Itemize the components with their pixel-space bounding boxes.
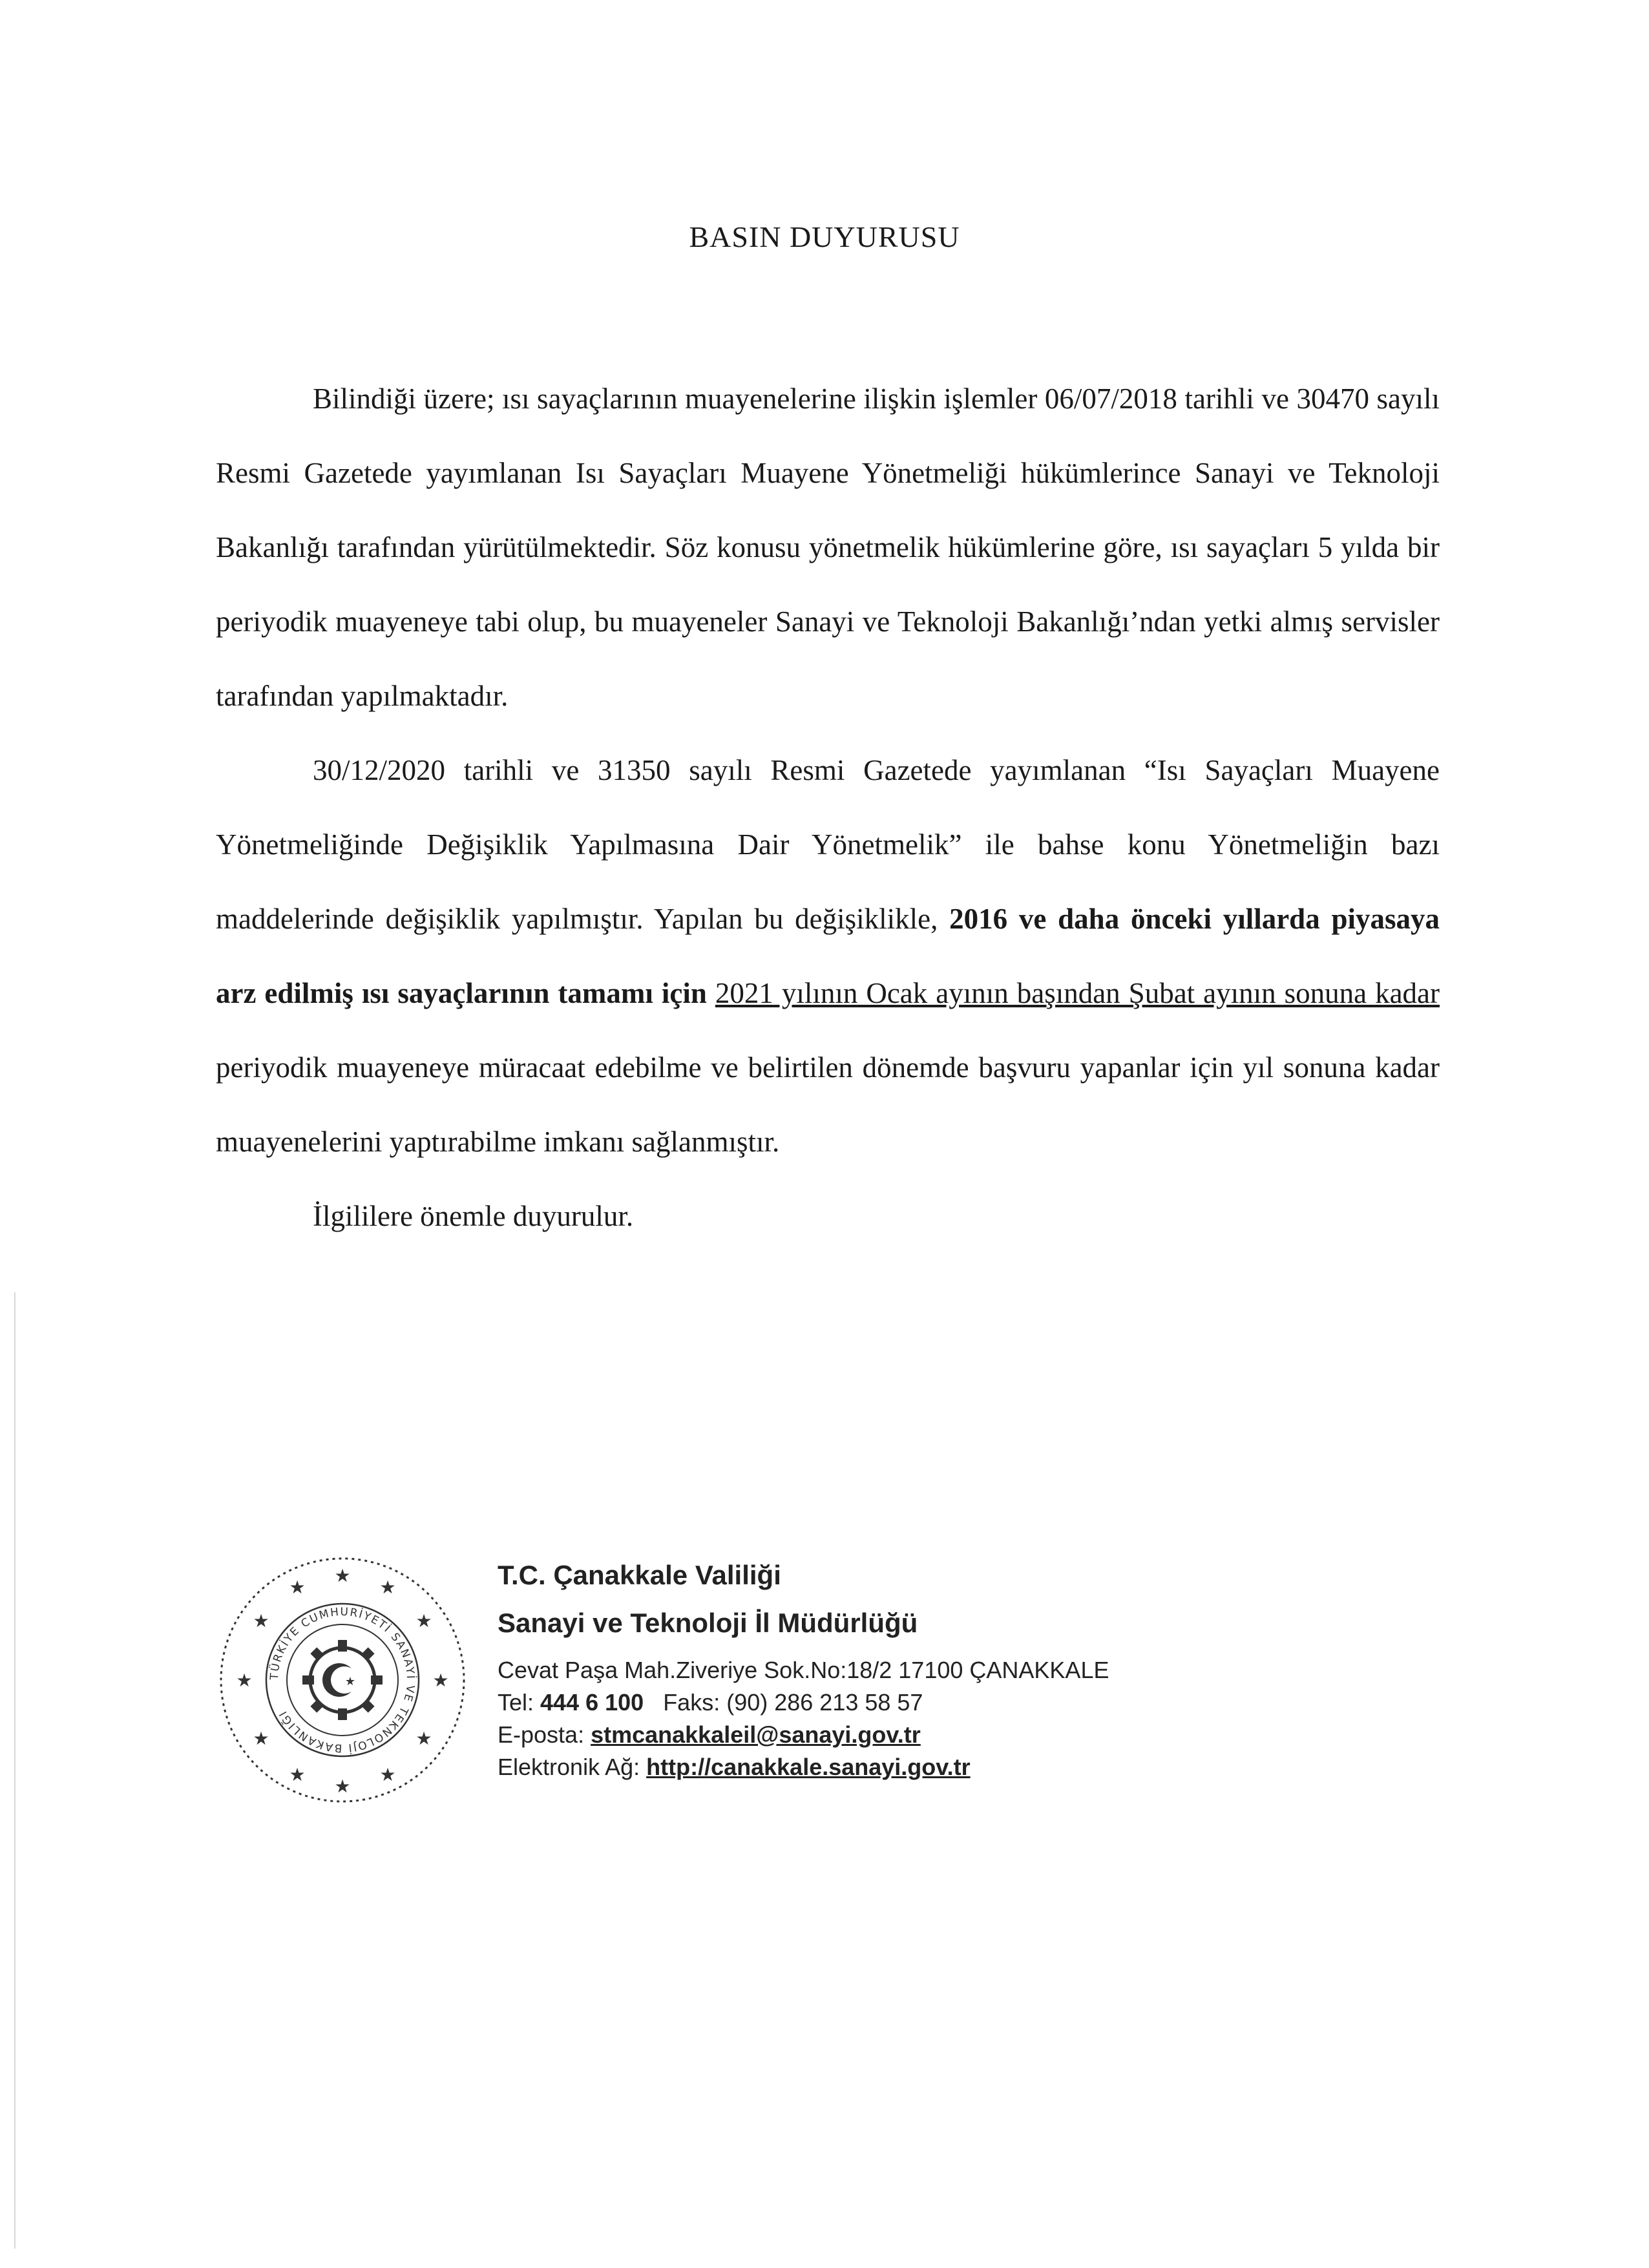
paragraph-2: [216, 733, 1440, 1179]
tel-value: 444 6 100: [540, 1689, 644, 1716]
contact-info: [498, 1654, 1109, 1783]
paragraph-2-intro: 30/12/2020 tarihli ve 31350 sayılı Resmi Gazetede yayımlanan “Isı Sayaçları Muayene Yönetmeliğinde Değişiklik Yapılmasına Dair Yönetmelik” ile bahse konu Yönetmeliğin bazı maddelerinde değişiklik yapılmıştır. Yapılan bu değişiklikle,: [216, 754, 1440, 935]
email-label: E-posta:: [498, 1721, 591, 1748]
announcement-body: [216, 362, 1440, 1254]
paragraph-2-underlined-period: 2021 yılının Ocak ayının başından Şubat ayının sonuna kadar: [715, 977, 1440, 1009]
scan-margin-line: [14, 1292, 16, 2249]
address: Cevat Paşa Mah.Ziveriye Sok.No:18/2 17100 ÇANAKKALE: [498, 1657, 1109, 1683]
fax: Faks: (90) 286 213 58 57: [644, 1689, 923, 1716]
web-label: Elektronik Ağ:: [498, 1754, 647, 1780]
svg-text:★: ★: [379, 1764, 396, 1785]
svg-text:★: ★: [379, 1577, 396, 1598]
email-line: [498, 1719, 1109, 1751]
svg-text:★: ★: [236, 1670, 253, 1691]
svg-text:★: ★: [334, 1776, 351, 1797]
paragraph-2-bold: 2016 ve daha önceki yıllarda piyasaya arz edilmiş ısı sayaçlarının tamamı için: [216, 903, 1440, 1009]
org-name-line1: T.C. Çanakkale Valiliği: [498, 1560, 781, 1590]
paragraph-1: Bilindiği üzere; ısı sayaçlarının muayenelerine ilişkin işlemler 06/07/2018 tarihli ve 30470 sayılı Resmi Gazetede yayımlanan Isı Sayaçları Muayene Yönetmeliği hükümlerince Sanayi ve Teknoloji Bakanlığı tarafından yürütülmektedir. Söz konusu yönetmelik hükümlerine göre, ısı sayaçları 5 yılda bir periyodik muayeneye tabi olup, bu muayeneler Sanayi ve Teknoloji Bakanlığı’ndan yetki almış servisler tarafından yapılmaktadır.: [216, 383, 1440, 712]
web-line: [498, 1751, 1109, 1783]
svg-text:★: ★: [289, 1764, 306, 1785]
footer-contact-block: [498, 1557, 1109, 1783]
svg-text:★: ★: [253, 1728, 269, 1749]
svg-text:★: ★: [344, 1675, 356, 1688]
paragraph-2-rest: periyodik muayeneye müracaat edebilme ve belirtilen dönemde başvuru yapanlar için yıl sonuna kadar muayenelerini yaptırabilme imkanı sağlanmıştır.: [216, 1051, 1440, 1158]
svg-text:★: ★: [432, 1670, 449, 1691]
svg-text:★: ★: [334, 1565, 351, 1586]
org-name-line2: Sanayi ve Teknoloji İl Müdürlüğü: [498, 1608, 918, 1638]
tel-label: Tel:: [498, 1689, 541, 1716]
seal-text: TÜRKİYE CUMHURİYETİ SANAYİ VE TEKNOLOJİ BAKANLIĞI: [268, 1605, 417, 1755]
svg-text:★: ★: [289, 1577, 306, 1598]
website-link[interactable]: http://canakkale.sanayi.gov.tr: [646, 1754, 971, 1780]
paragraph-closing: İlgililere önemle duyurulur.: [313, 1200, 634, 1232]
svg-text:★: ★: [415, 1728, 432, 1749]
email-link[interactable]: stmcanakkaleil@sanayi.gov.tr: [591, 1721, 921, 1748]
ministry-seal-icon: [213, 1551, 472, 1809]
svg-text:★: ★: [253, 1610, 269, 1632]
paragraph-2-space: [707, 977, 715, 1009]
document-title: BASIN DUYURUSU: [689, 220, 960, 253]
phone-fax-line: [498, 1686, 1109, 1719]
svg-text:★: ★: [415, 1610, 432, 1632]
